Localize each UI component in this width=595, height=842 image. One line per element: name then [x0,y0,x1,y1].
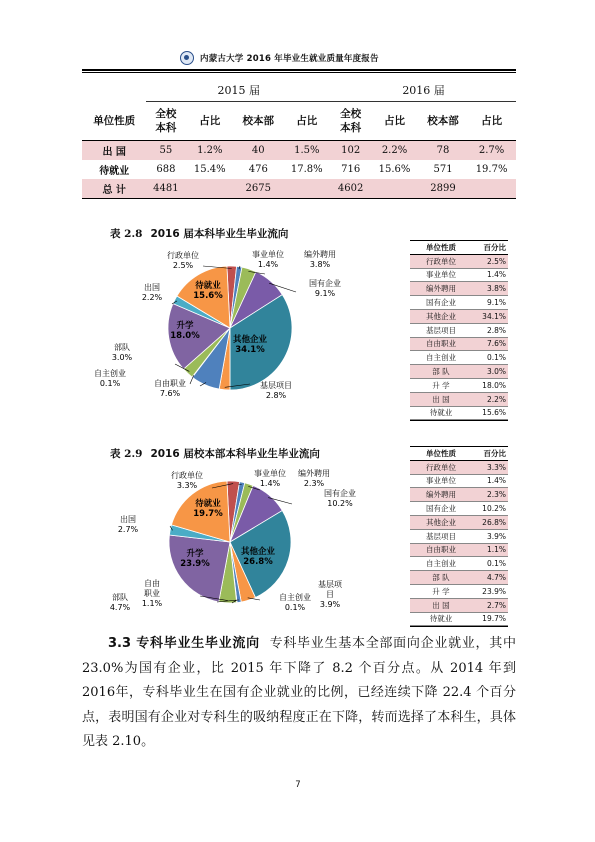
side-table-label: 国有企业 [410,502,472,516]
slice-label: 待就业 19.7% [193,499,223,519]
side-table-label: 行政单位 [410,254,472,268]
column-header: 校本部 [427,115,459,127]
side-table-label: 编外聘用 [410,488,472,502]
side-table-label: 出 国 [410,598,472,612]
table-cell: 15.6% [378,164,411,175]
header-rule-thin [82,72,516,73]
side-table-value: 9.1% [472,296,508,310]
side-table-row [410,392,508,406]
section-text: 专科毕业生基本全部面向企业就业，其中23.0%为国有企业，比 2015 年下降了 8.2 个百分点。从 2014 年到 2016年，专科毕业生在国有企业就业的比例，已经连续下降 22.4 个百分点，表明国有企业对专科生的吸纳程度正在下降，转而选择了本科生，具体见表 2.10。 [82,636,516,749]
side-table-value: 10.2% [472,502,508,516]
side-table-row [410,378,508,392]
side-table-label: 事业单位 [410,268,472,282]
row-label: 总 计 [82,179,146,199]
side-table-value: 34.1% [472,309,508,323]
column-header: 占比 [296,115,318,127]
table-cell: 78 [419,141,467,161]
side-table-header: 单位性质 [410,447,472,460]
slice-label: 部队 4.7% [109,593,131,612]
page-header-title: 内蒙古大学 2016 年毕业生就业质量年度报告 [200,54,379,64]
pie-chart-2016-graduates [94,244,400,414]
side-table-value: 15.6% [472,406,508,420]
side-table-value: 2.7% [472,598,508,612]
table-cell [467,179,516,199]
side-table-value: 1.4% [472,474,508,488]
side-table-2-9-frame [410,446,508,627]
header-rule [82,69,516,71]
column-header: 校本部 [242,115,275,127]
side-table-value: 23.9% [472,584,508,598]
side-table-row [410,406,508,420]
slice-label: 自主创业 0.1% [94,369,126,388]
side-table-value: 4.7% [472,571,508,585]
side-table-row [410,557,508,571]
side-table-label: 待就业 [410,406,472,420]
table-cell: 2.2% [370,141,419,161]
caption-number: 表 2.9 [110,448,143,460]
table-cell: 4602 [331,179,370,199]
side-table-row [410,543,508,557]
side-table-label: 事业单位 [410,474,472,488]
caption-title: 2016 届校本部本科毕业生毕业流向 [150,448,320,460]
side-table-row [410,323,508,337]
side-table-value: 2.3% [472,488,508,502]
side-table-label: 编外聘用 [410,282,472,296]
side-table-value: 1.4% [472,268,508,282]
slice-label: 升学 18.0% [170,321,200,341]
column-header: 占比 [481,115,503,127]
side-table-row [410,488,508,502]
side-table-label: 出 国 [410,392,472,406]
row-label: 待就业 [99,166,130,177]
slice-label: 行政单位 2.5% [167,251,199,270]
table-cell: 17.8% [290,164,323,175]
column-header-row [82,102,516,141]
table-cell: 55 [146,141,185,161]
slice-label: 基层项目 3.9% [318,580,342,609]
side-table-value: 3.3% [472,460,508,474]
side-table-label: 基层项目 [410,529,472,543]
side-table-label: 其他企业 [410,309,472,323]
side-table-label: 部 队 [410,365,472,379]
caption-title: 2016 届本科毕业生毕业流向 [150,228,289,240]
side-table-row [410,365,508,379]
table-cell: 2.7% [467,141,516,161]
table-cell [370,179,419,199]
side-table-value: 18.0% [472,378,508,392]
side-table-value: 3.0% [472,365,508,379]
side-table-label: 自由职业 [410,543,472,557]
slice-label: 国有企业 10.2% [324,489,356,508]
side-table-label: 自由职业 [410,337,472,351]
slice-label: 自由职业 1.1% [141,579,163,608]
side-table-row [410,460,508,474]
side-table-value: 3.8% [472,282,508,296]
side-table-row [410,268,508,282]
side-table-row [410,254,508,268]
side-table-value: 1.1% [472,543,508,557]
slice-label: 出国 2.2% [141,283,163,302]
table-cell: 4481 [146,179,185,199]
slice-label: 编外聘用 2.3% [298,469,330,488]
table-row [82,160,516,179]
side-table-label: 升 学 [410,584,472,598]
column-header: 占比 [384,115,406,127]
side-table-label: 基层项目 [410,323,472,337]
side-table-row [410,309,508,323]
year-header-2015: 2015 届 [146,79,331,102]
side-table-value: 7.6% [472,337,508,351]
table-cell: 1.2% [185,141,234,161]
side-table-2-8 [410,241,508,420]
side-table-label: 自主创业 [410,557,472,571]
chart-caption-2-9 [110,446,320,461]
side-table-label: 行政单位 [410,460,472,474]
slice-label: 部队 3.0% [111,343,133,362]
section-paragraph [82,632,516,755]
side-table-row [410,515,508,529]
pie-chart-2016-main-campus [100,462,400,624]
side-table-row [410,282,508,296]
column-header: 占比 [199,115,221,127]
side-table-label: 升 学 [410,378,472,392]
side-table-value: 26.8% [472,515,508,529]
side-table-label: 国有企业 [410,296,472,310]
side-table-row [410,584,508,598]
slice-label: 自主创业 0.1% [279,593,311,612]
side-table-value: 3.9% [472,529,508,543]
slice-label: 编外聘用 3.8% [304,250,336,269]
slice-label: 基层项目 2.8% [260,381,292,400]
side-table-row [410,474,508,488]
slice-label: 国有企业 9.1% [309,279,341,298]
side-table-row [410,529,508,543]
side-table-value: 2.5% [472,254,508,268]
table-cell: 2675 [234,179,282,199]
side-table-value: 2.2% [472,392,508,406]
table-cell [282,179,331,199]
table-cell: 19.7% [475,164,508,175]
section-heading: 3.3 专科毕业生毕业流向 [108,636,260,651]
table-cell [185,179,234,199]
table-row [82,141,516,161]
side-table-value: 0.1% [472,351,508,365]
table-cell: 476 [248,164,268,175]
side-table-row [410,337,508,351]
table-cell: 716 [341,164,361,175]
side-table-label: 部 队 [410,571,472,585]
table-row [82,179,516,199]
year-header-2016: 2016 届 [331,79,516,102]
table-cell: 40 [234,141,282,161]
side-table-row [410,571,508,585]
slice-label: 待就业 15.6% [193,281,223,301]
slice-label: 其他企业 26.8% [240,547,276,567]
side-table-row [410,612,508,626]
column-header: 单位性质 [93,114,136,127]
side-table-value: 19.7% [472,612,508,626]
slice-label: 升学 23.9% [180,549,210,569]
column-header: 全校 本科 [155,108,177,134]
side-table-value: 0.1% [472,557,508,571]
side-table-row [410,296,508,310]
table-cell: 15.4% [193,164,226,175]
table-cell: 2899 [419,179,467,199]
row-label: 出 国 [82,141,146,161]
table-cell: 688 [156,164,176,175]
comparison-table [82,79,516,199]
side-table-label: 自主创业 [410,351,472,365]
caption-number: 表 2.8 [110,228,143,240]
side-table-2-8-frame [410,240,508,421]
slice-label: 出国 2.7% [117,515,139,534]
column-header: 全校 本科 [340,108,362,134]
side-table-2-9 [410,447,508,626]
table-cell: 571 [433,164,453,175]
side-table-value: 2.8% [472,323,508,337]
table-cell: 1.5% [282,141,331,161]
chart-caption-2-8 [110,226,288,241]
slice-label: 事业单位 1.4% [254,469,286,488]
university-logo-icon [180,51,194,65]
slice-label: 行政单位 3.3% [171,471,203,490]
side-table-header: 百分比 [472,447,508,460]
side-table-row [410,598,508,612]
side-table-row [410,351,508,365]
slice-label: 事业单位 1.4% [252,250,284,269]
side-table-header: 单位性质 [410,241,472,254]
page-number: 7 [295,780,301,790]
slice-label: 自由职业 7.6% [154,379,186,398]
side-table-label: 其他企业 [410,515,472,529]
side-table-header: 百分比 [472,241,508,254]
table-cell: 102 [331,141,370,161]
slice-label: 其他企业 34.1% [232,335,268,355]
side-table-row [410,502,508,516]
side-table-label: 待就业 [410,612,472,626]
